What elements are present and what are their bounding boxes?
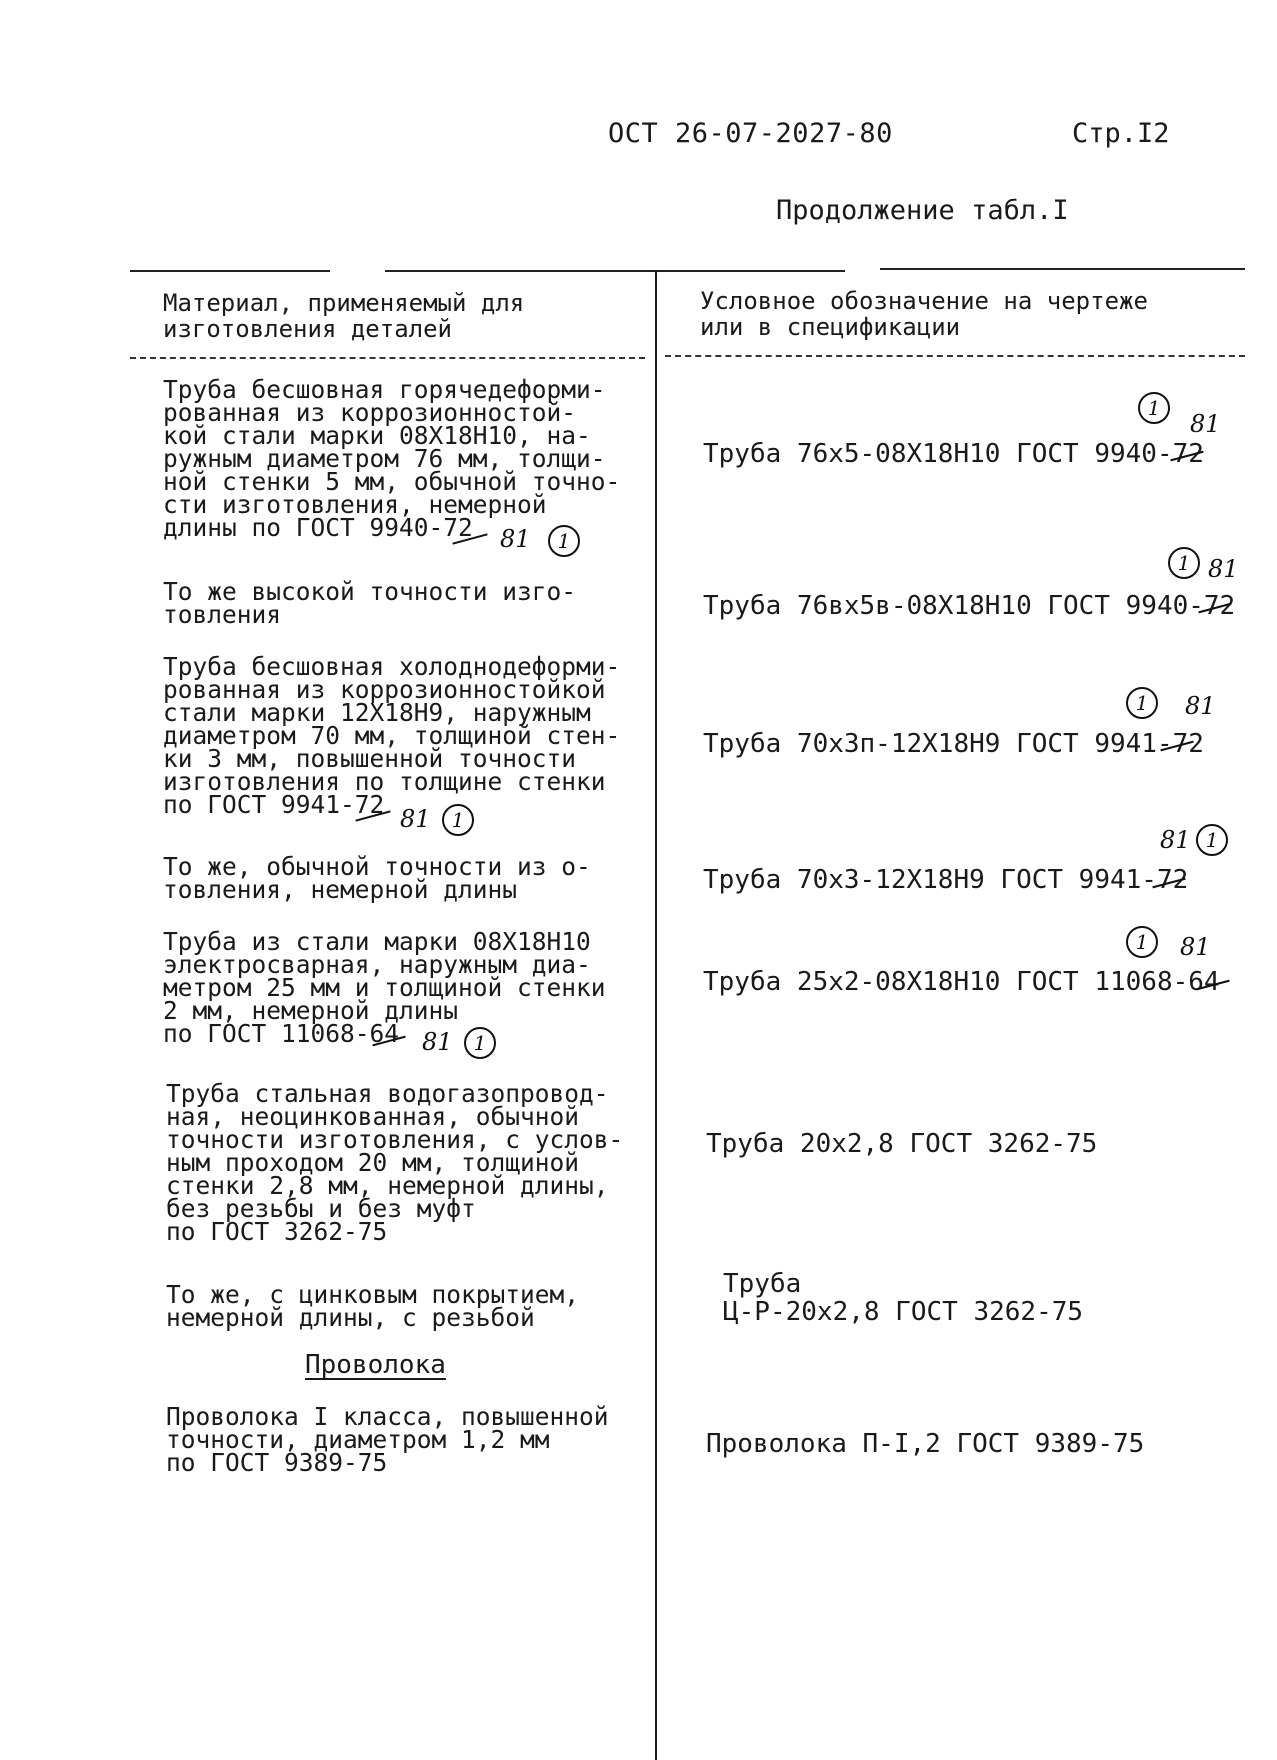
row-3-material: Труба бесшовная холоднодеформи- рованная из коррозионностойкой стали марки 12Х18Н9, наружным диаметром 70 мм, толщиной стен- ки 3 мм, повышенной точности изготовления по толщине стенки по ГОСТ 9941-72 [163, 652, 621, 819]
change-mark-icon: 1 [1126, 926, 1158, 958]
row-4-designation: Труба 70х3-12Х18Н9 ГОСТ 9941-72 [703, 865, 1189, 895]
amended-year-mark: 81 [1180, 933, 1211, 961]
header-bottom-rule-right [665, 355, 1245, 357]
amended-year-mark: 81 [422, 1028, 453, 1056]
amended-year-mark: 81 [1185, 692, 1216, 720]
row-5-material: Труба из стали марки 08Х18Н10 электросварная, наружным диа- метром 25 мм и толщиной стенки 2 мм, немерной длины по ГОСТ 11068-64 [163, 927, 606, 1048]
row-8-designation: Проволока П-I,2 ГОСТ 9389-75 [706, 1429, 1145, 1459]
amended-year-mark: 81 [1190, 410, 1221, 438]
document-code: ОСТ 26-07-2027-80 [608, 118, 893, 149]
change-mark-icon: 1 [548, 525, 580, 557]
table-top-rule-left [130, 270, 330, 272]
change-mark-icon: 1 [1168, 547, 1200, 579]
row-2-material: То же высокой точности изго- товления [163, 577, 577, 629]
amended-year-mark: 81 [500, 525, 531, 553]
change-mark-icon: 1 [1126, 687, 1158, 719]
table-top-rule-middle [385, 270, 845, 272]
table-continuation-label: Продолжение табл.I [776, 195, 1069, 226]
row-2-designation: Труба 76вх5в-08Х18Н10 ГОСТ 9940-72 [703, 591, 1236, 621]
row-1-designation: Труба 76х5-08Х18Н10 ГОСТ 9940-72 [703, 439, 1204, 469]
row-1-material: Труба бесшовная горячедеформи- рованная из коррозионностой- кой стали марки 08Х18Н10, на- ружным диаметром 76 мм, толщи- ной стенки 5 мм, обычной точно- сти изготовления, немерной длины по ГОСТ 9940-72 [163, 375, 621, 542]
amended-year-mark: 81 [1160, 826, 1191, 854]
row-6-material: Труба стальная водогазопровод- ная, неоцинкованная, обычной точности изготовления, с услов- ным проходом 20 мм, толщиной стенки 2,8 мм, немерной длины, без резьбы и без муфт по ГОСТ 3262-75 [166, 1079, 624, 1246]
row-6-designation: Труба 20х2,8 ГОСТ 3262-75 [706, 1129, 1098, 1159]
page-number: Стр.I2 [1072, 118, 1170, 149]
column-header-designation: Условное обозначение на чертеже или в спецификации [700, 287, 1148, 341]
column-divider [655, 270, 657, 1760]
change-mark-icon: 1 [1138, 392, 1170, 424]
table-top-rule-right [880, 268, 1245, 270]
column-header-material: Материал, применяемый для изготовления деталей [163, 289, 525, 343]
row-7-designation: Труба Ц-Р-20х2,8 ГОСТ 3262-75 [723, 1269, 1084, 1327]
row-5-designation: Труба 25х2-08Х18Н10 ГОСТ 11068-64 [703, 967, 1220, 997]
header-bottom-rule-left [130, 357, 645, 359]
row-7-material: То же, с цинковым покрытием, немерной длины, с резьбой [166, 1280, 580, 1332]
row-8-material: Проволока I класса, повышенной точности, диаметром 1,2 мм по ГОСТ 9389-75 [166, 1402, 609, 1477]
row-4-material: То же, обычной точности из о- товления, немерной длины [163, 852, 591, 904]
change-mark-icon: 1 [1196, 824, 1228, 856]
row-3-designation: Труба 70х3п-12Х18Н9 ГОСТ 9941-72 [703, 729, 1204, 759]
amended-year-mark: 81 [400, 805, 431, 833]
section-title-wire: Проволока [305, 1350, 446, 1380]
amended-year-mark: 81 [1208, 555, 1239, 583]
change-mark-icon: 1 [442, 804, 474, 836]
change-mark-icon: 1 [464, 1027, 496, 1059]
